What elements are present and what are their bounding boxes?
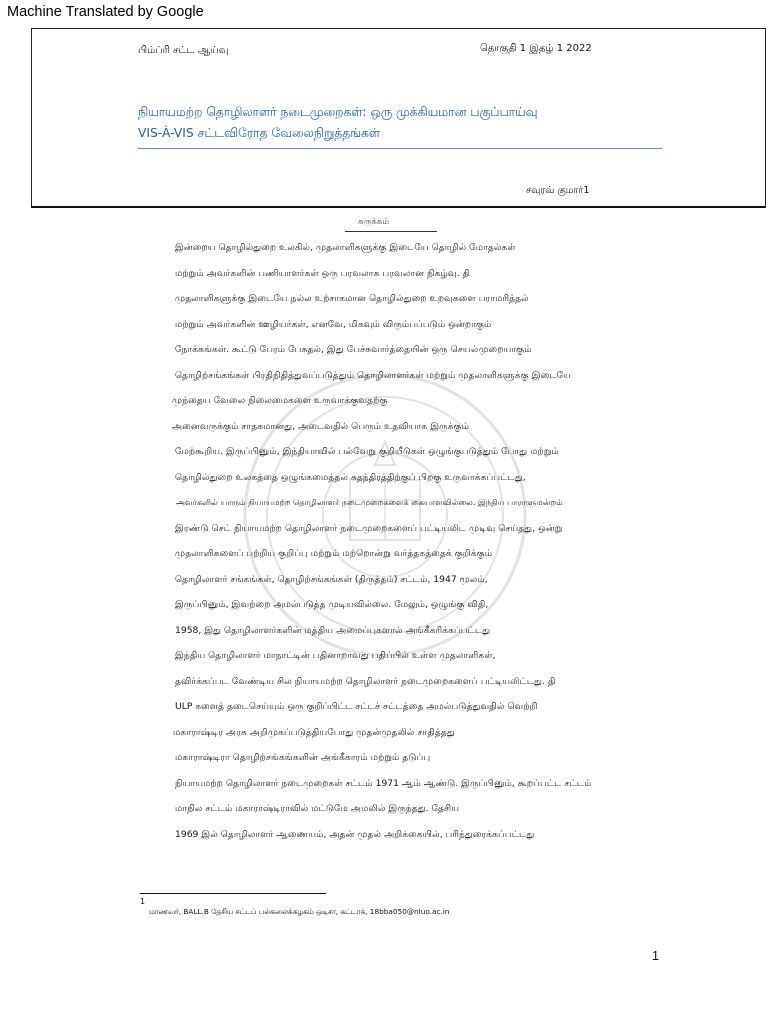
watermark-seal-icon [240,370,530,660]
abstract-line: மகாராஷ்டிரா தொழிற்சங்கங்களின் அங்கீகாரம் மற்றும் தடுப்பு [175,752,431,763]
abstract-line: நோக்கங்கள். கூட்டு பேரம் பேசுதல், இது பேச்சுவார்த்தையின் ஒரு செயல்முறையாகும் [175,344,532,355]
abstract-heading-underline [345,231,437,232]
page-frame-left [31,28,32,208]
abstract-line: மகாராஷ்டிர அரசு அறிமுகப்படுத்தியபோது முதன்முதலில் சாதித்தது [173,727,455,738]
abstract-line: அவர்களில் யாரும் நியாயமற்ற தொழிலாளர் நடைமுறைகளைக் கையாளவில்லை. இந்திய பாராளுமன்றம் [176,497,563,507]
abstract-line: தொழிலாளர் சங்கங்கள், தொழிற்சங்கங்கள் (திருத்தம்) சட்டம், 1947 மூலம், [175,574,488,585]
abstract-line: மற்றும் அவர்களின் ஊழியர்கள், எனவே, மிகவும் விரும்பப்படும் ஒன்றாகும் [175,319,492,330]
abstract-heading: சுருக்கம் [358,217,390,227]
footnote-divider [140,893,326,894]
abstract-line: மாநில சட்டம் மகாராஷ்டிராவில் மட்டுமே அமலில் இருந்தது. தேசிய [175,803,460,814]
journal-name: பிம்ப்ரி சட்ட ஆய்வு [138,45,229,56]
abstract-line: தவிர்க்கப்பட வேண்டிய சில நியாயமற்ற தொழிலாளர் நடைமுறைகளைப் பட்டியலிட்டது. தி [175,676,556,687]
title-underline [138,148,662,149]
abstract-line: இன்றைய தொழில்துறை உலகில், முதலாளிகளுக்கு இடையே தொழில் மோதல்கள் [175,242,516,253]
abstract-line: முதலாளிகளுக்கு இடையே நல்ல உற்சாகமான தொழில்துறை உறவுகளை பராமரித்தல் [175,293,529,304]
abstract-line: மேற்கூறிய. இருப்பினும், இந்தியாவில் பல்வேறு குறியீடுகள் ஒழுங்குபடுத்தும் போது மற்றும் [175,446,559,457]
abstract-line: அனைவருக்கும் சாதகமானது, அடைவதில் பெரும் உதவியாக இருக்கும் [172,421,470,432]
abstract-line: முந்தைய வேலை நிலைமைகளை உருவாக்குவதற்கு [172,395,388,406]
abstract-line: மற்றும் அவர்களின் பணியாளர்கள் ஒரு பரவலாக பரவலான நிகழ்வு. தி [175,268,471,279]
page-frame-right [765,28,766,208]
footnote-text: மாணவர், BALL.B தேசிய சட்டப் பல்கலைக்கழகம் ஒடிசா, கட்டாக், 18bba050@nluo.ac.in [149,907,450,916]
abstract-line: இருப்பினும், இவற்றை அமல்படுத்த முடியவில்லை. மேலும், ஒழுங்கு விதி, [175,599,489,610]
page-frame-top [31,28,765,29]
header-divider [31,206,765,208]
article-title [138,102,537,144]
abstract-line: முதலாளிகளைப் பற்றிய குறிப்பு மற்றும் மற்றொன்று வர்த்தகத்தைக் குறிக்கும் [175,548,493,559]
author-name: சவுரவ் குமார்1 [526,185,590,196]
abstract-line: 1969 இல் தொழிலாளர் ஆணையம், அதன் முதல் அறிக்கையில், பரிந்துரைக்கப்பட்டது [175,829,535,840]
machine-translation-banner: Machine Translated by Google [7,4,204,20]
issue-info: தொகுதி 1 இதழ் 1 2022 [480,43,592,54]
abstract-line: நியாயமற்ற தொழிலாளர் நடைமுறைகள் சட்டம் 1971 ஆம் ஆண்டு. இருப்பினும், கூறப்பட்ட சட்டம் [175,778,592,789]
footnote-marker: 1 [140,897,146,906]
abstract-line: தொழிற்சங்கங்கள் பிரதிநிதித்துவப்படுத்தும் தொழிலாளர்கள் மற்றும் முதலாளிகளுக்கு இடையே [175,370,572,381]
article-title-line-2: VIS-À-VIS சட்டவிரோத வேலைநிறுத்தங்கள் [138,126,380,140]
abstract-line: தொழில்துறை உலகத்தை ஒழுங்கமைத்தல் சுதந்திரத்திற்குப் பிறகு உருவாக்கப்பட்டது, [175,472,526,483]
page-number: 1 [652,949,659,963]
abstract-line: 1958, இது தொழிலாளர்களின் மத்திய அமைப்புகளால் அங்கீகரிக்கப்பட்டது [175,625,491,636]
abstract-line: ULP களைத் தடைசெய்யும் ஒரு குறிப்பிட்ட சட்டச் சட்டத்தை அமல்படுத்துவதில் வெற்றி [175,701,538,712]
article-title-line-1: நியாயமற்ற தொழிலாளர் நடைமுறைகள்: ஒரு முக்கியமான பகுப்பாய்வு [138,105,538,119]
abstract-line: இரண்டு செட் நியாயமற்ற தொழிலாளர் நடைமுறைகளைப் பட்டியலிட முடிவு செய்தது, ஒன்று [175,523,563,534]
abstract-line: இந்திய தொழிலாளர் மாநாட்டின் பதினாறாவது பதிப்பில் உள்ள முதலாளிகள், [175,650,496,661]
